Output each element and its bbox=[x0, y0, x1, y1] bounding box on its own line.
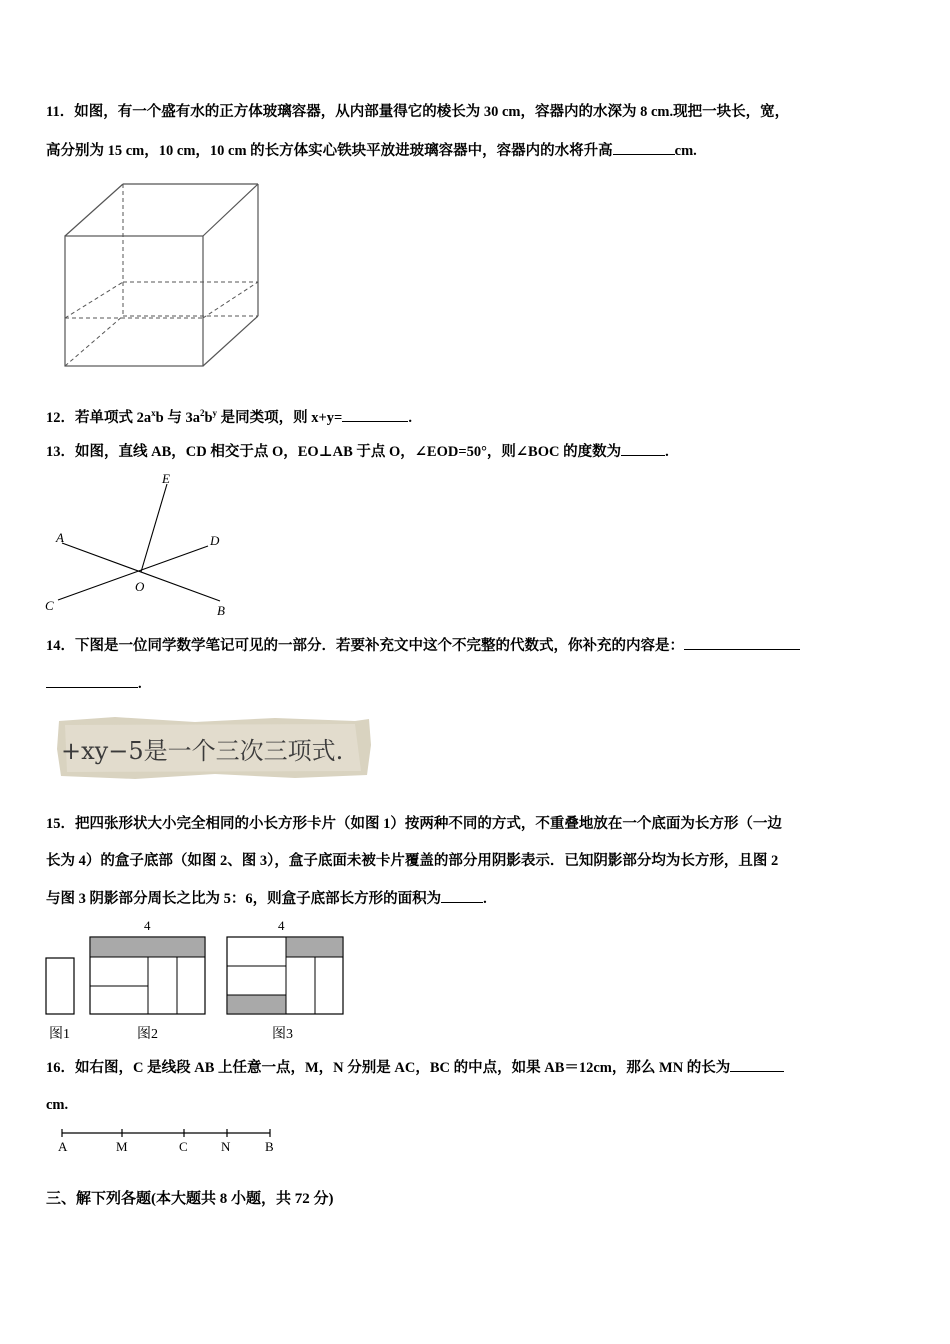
q12-exp-2: 2 bbox=[199, 408, 205, 419]
point-N-label: N bbox=[221, 1139, 231, 1154]
cube-front-face bbox=[65, 236, 203, 366]
fig3-shaded-top bbox=[286, 937, 343, 957]
ray-OE bbox=[141, 484, 167, 572]
q15-period: . bbox=[483, 891, 487, 907]
point-B-label: B bbox=[265, 1139, 274, 1154]
cube-edge bbox=[203, 316, 258, 366]
q14-answer-blank-1 bbox=[684, 635, 800, 650]
q16-line1 bbox=[46, 1057, 784, 1078]
q12-answer-blank bbox=[342, 407, 408, 422]
q12-period: . bbox=[408, 410, 412, 426]
q12-text-1: 12．若单项式 2a bbox=[46, 410, 152, 426]
fig3-width-label: 4 bbox=[278, 918, 285, 933]
q13-answer-blank bbox=[621, 441, 665, 456]
q14-text: 14．下图是一位同学数学笔记可见的一部分．若要补充文中这个不完整的代数式，你补充的内容是： bbox=[46, 638, 684, 654]
cube-edge bbox=[203, 184, 258, 236]
fig1-label: 图1 bbox=[49, 1027, 70, 1042]
label-O: O bbox=[135, 579, 145, 594]
q14-line1 bbox=[46, 635, 800, 656]
q15-answer-blank bbox=[441, 888, 483, 903]
angle-figure bbox=[40, 470, 240, 625]
label-C: C bbox=[45, 598, 54, 613]
q12-text-4: 是同类项，则 x+y= bbox=[217, 410, 343, 426]
point-M-label: M bbox=[116, 1139, 128, 1154]
q13-text: 13．如图，直线 AB，CD 相交于点 O，EO⊥AB 于点 O，∠EOD=50°，则∠BOC 的度数为 bbox=[46, 444, 622, 460]
label-A: A bbox=[56, 530, 64, 545]
fig3-label: 图3 bbox=[272, 1027, 293, 1042]
cube-hidden-edge bbox=[65, 316, 123, 366]
fig3-shaded-bottom bbox=[227, 995, 286, 1014]
label-E: E bbox=[162, 471, 170, 486]
box-figures bbox=[42, 918, 352, 1051]
line-CD bbox=[58, 546, 208, 600]
water-level-left bbox=[65, 282, 123, 318]
q12-text-3: b bbox=[204, 410, 213, 426]
water-level-right bbox=[203, 282, 258, 318]
label-D: D bbox=[210, 533, 220, 548]
section-3-heading: 三、解下列各题(本大题共 8 小题，共 72 分) bbox=[46, 1191, 334, 1207]
q15-text: 与图 3 阴影部分周长之比为 5：6，则盒子底部长方形的面积为 bbox=[46, 891, 442, 907]
q15-line3 bbox=[46, 888, 487, 909]
q11-unit: cm. bbox=[674, 143, 697, 159]
segment-figure bbox=[52, 1126, 282, 1161]
q16-answer-blank bbox=[730, 1057, 784, 1072]
fig2-width-label: 4 bbox=[144, 918, 151, 933]
q13-line bbox=[46, 441, 669, 462]
q16-text: 16．如右图，C 是线段 AB 上任意一点，M，N 分别是 AC，BC 的中点，如果 AB＝12cm，那么 MN 的长为 bbox=[46, 1060, 731, 1076]
fig1-card bbox=[46, 958, 74, 1014]
q11-line2 bbox=[46, 140, 697, 161]
q11-line1: 11．如图，有一个盛有水的正方体玻璃容器，从内部量得它的棱长为 30 cm，容器内的水深为 8 cm.现把一块长，宽， bbox=[46, 104, 790, 120]
q14-line2 bbox=[46, 673, 142, 694]
q13-period: . bbox=[665, 444, 669, 460]
q12-text-2: b 与 3a bbox=[155, 410, 200, 426]
q12-exp-y: y bbox=[212, 408, 218, 419]
q15-line1: 15．把四张形状大小完全相同的小长方形卡片（如图 1）按两种不同的方式，不重叠地放在一个底面为长方形（一边 bbox=[46, 816, 782, 832]
point-A-label: A bbox=[58, 1139, 68, 1154]
cube-figure bbox=[58, 178, 268, 378]
note-text: +xy−5是一个三次三项式. bbox=[61, 737, 344, 765]
label-B: B bbox=[217, 603, 225, 618]
q12-exp-x: x bbox=[151, 408, 156, 419]
handwritten-note-image bbox=[55, 715, 373, 781]
q11-answer-blank bbox=[613, 140, 675, 155]
q15-line2: 长为 4）的盒子底部（如图 2、图 3），盒子底面未被卡片覆盖的部分用阴影表示．已知阴影部分均为长方形，且图 2 bbox=[46, 853, 779, 869]
q14-answer-blank-2 bbox=[46, 673, 138, 688]
q12-line bbox=[46, 407, 412, 428]
cube-edge bbox=[65, 184, 123, 236]
q14-period: . bbox=[138, 676, 142, 692]
point-C-label: C bbox=[179, 1139, 188, 1154]
q11-line2-text: 高分别为 15 cm，10 cm，10 cm 的长方体实心铁块平放进玻璃容器中，容器内的水将升高 bbox=[46, 143, 613, 159]
fig2-shaded-area bbox=[90, 937, 205, 957]
fig2-label: 图2 bbox=[137, 1027, 158, 1042]
q16-line2: cm. bbox=[46, 1097, 69, 1113]
